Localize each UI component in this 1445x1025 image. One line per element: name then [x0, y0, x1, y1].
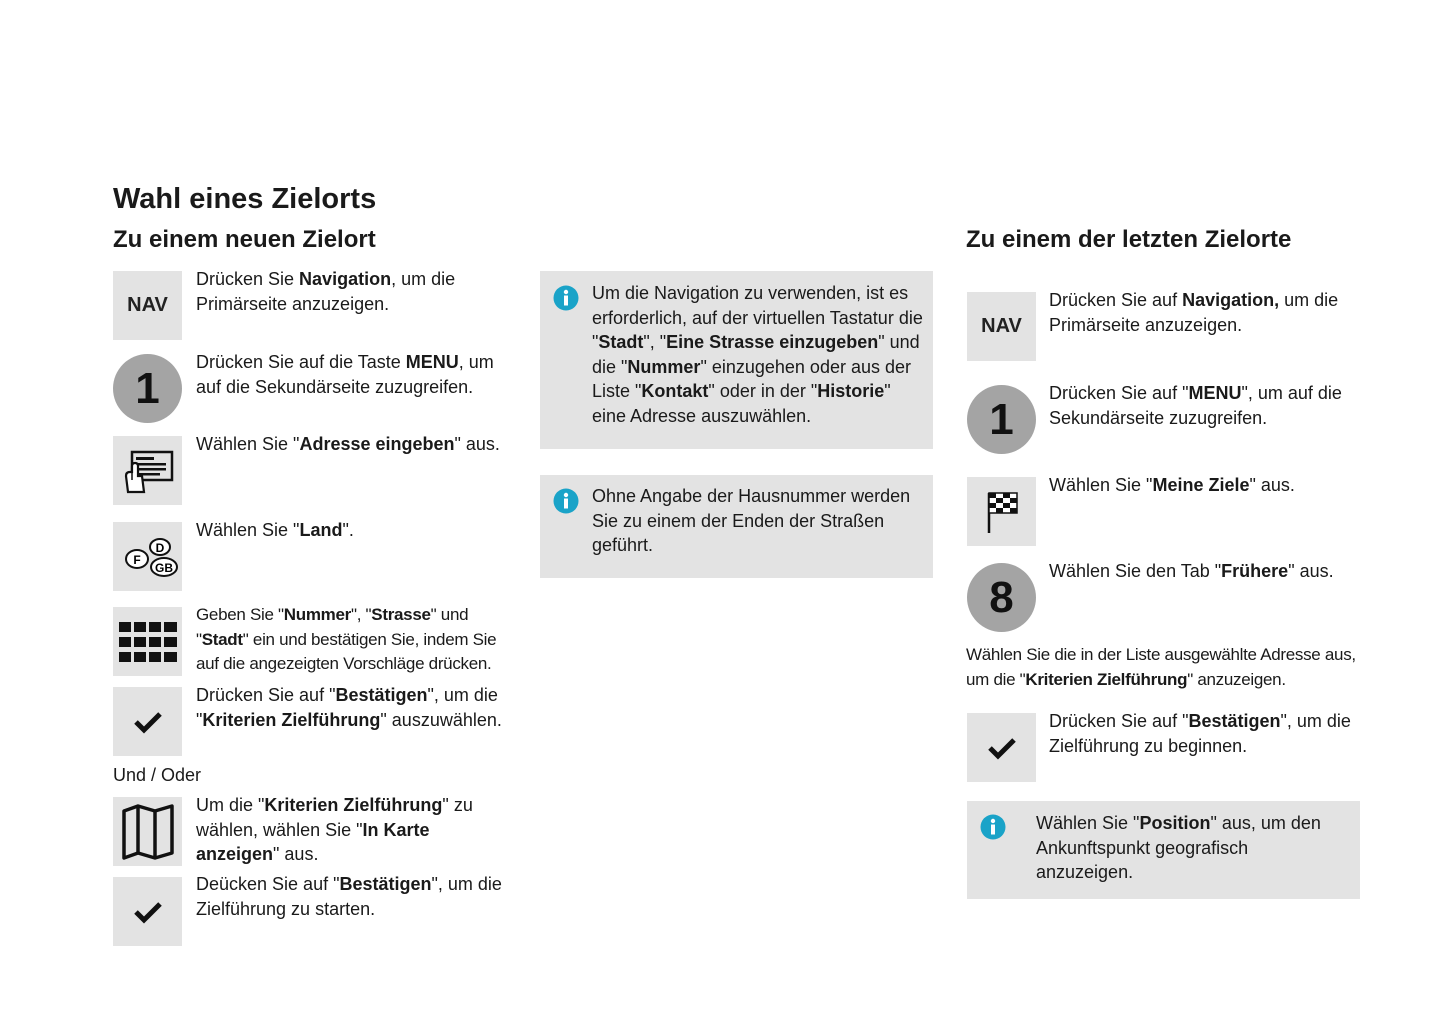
step-text: Um die "Kriterien Zielführung" zu wählen, wählen Sie "In Karte anzeigen" aus. [196, 795, 473, 864]
step-text: Drücken Sie auf "Bestätigen", um die Zielführung zu beginnen. [1049, 711, 1351, 756]
step-number-1-icon: 1 [113, 354, 182, 423]
checkmark-icon [967, 713, 1036, 782]
address-card-icon [113, 436, 182, 505]
info-note-text: Um die Navigation zu verwenden, ist es erforderlich, auf der virtuellen Tastatur die "Stadt", "Eine Strasse einzugeben" und die "Nummer" einzugehen oder aus der Liste "Kontakt" oder in der "Historie" eine Adresse auszuwählen. [592, 283, 923, 426]
step-text: Drücken Sie auf Navigation, um die Primärseite anzuzeigen. [1049, 290, 1339, 335]
step-text: Wählen Sie den Tab "Frühere" aus. [1049, 561, 1334, 581]
step-text: Wählen Sie "Adresse eingeben" aus. [196, 434, 500, 454]
info-note-box [540, 475, 933, 578]
info-icon [553, 488, 579, 514]
country-badges-icon [113, 522, 182, 591]
info-icon [980, 814, 1006, 840]
step-text: Geben Sie "Nummer", "Strasse" und "Stadt" ein und bestätigen Sie, indem Sie auf die angezeigten Vorschläge drücken. [196, 605, 497, 673]
keyboard-grid-icon [113, 607, 182, 676]
page-title: Wahl eines Zielorts [113, 183, 377, 215]
step-text: Drücken Sie auf "MENU", um auf die Sekundärseite zuzugreifen. [1049, 383, 1342, 428]
step-number-1-icon: 1 [967, 385, 1036, 454]
step-text: Deücken Sie auf "Bestätigen", um die Zielführung zu starten. [196, 874, 502, 919]
map-icon [113, 797, 182, 866]
checkmark-icon [113, 877, 182, 946]
list-selection-text: Wählen Sie die in der Liste ausgewählte Adresse aus, um die "Kriterien Zielführung" anzuzeigen. [966, 645, 1356, 689]
svg-text:F: F [132, 552, 141, 567]
info-note-box [540, 271, 933, 449]
svg-text:D: D [155, 540, 164, 555]
step-number-8-icon: 8 [967, 563, 1036, 632]
section-heading-new-destination: Zu einem neuen Zielort [113, 226, 376, 253]
checkmark-icon [113, 687, 182, 756]
info-note-box [967, 801, 1360, 899]
checkered-flag-icon [967, 477, 1036, 546]
info-icon [553, 285, 579, 311]
step-text: Drücken Sie auf die Taste MENU, um auf die Sekundärseite zuzugreifen. [196, 352, 494, 397]
step-text: Wählen Sie "Meine Ziele" aus. [1049, 475, 1295, 495]
nav-button-icon: NAV [113, 271, 182, 340]
info-note-text: Ohne Angabe der Hausnummer werden Sie zu einem der Enden der Straßen geführt. [592, 486, 911, 555]
info-note-text: Wählen Sie "Position" aus, um den Ankunftspunkt geografisch anzuzeigen. [1036, 813, 1321, 882]
step-text: Drücken Sie auf "Bestätigen", um die "Kriterien Zielführung" auszuwählen. [196, 685, 502, 730]
nav-button-icon: NAV [967, 292, 1036, 361]
und-oder-label: Und / Oder [113, 765, 202, 785]
step-text: Drücken Sie Navigation, um die Primärseite anzuzeigen. [196, 269, 456, 314]
step-text: Wählen Sie "Land". [196, 520, 354, 540]
section-heading-recent-destinations: Zu einem der letzten Zielorte [966, 226, 1292, 253]
svg-text:GB: GB [154, 560, 173, 575]
